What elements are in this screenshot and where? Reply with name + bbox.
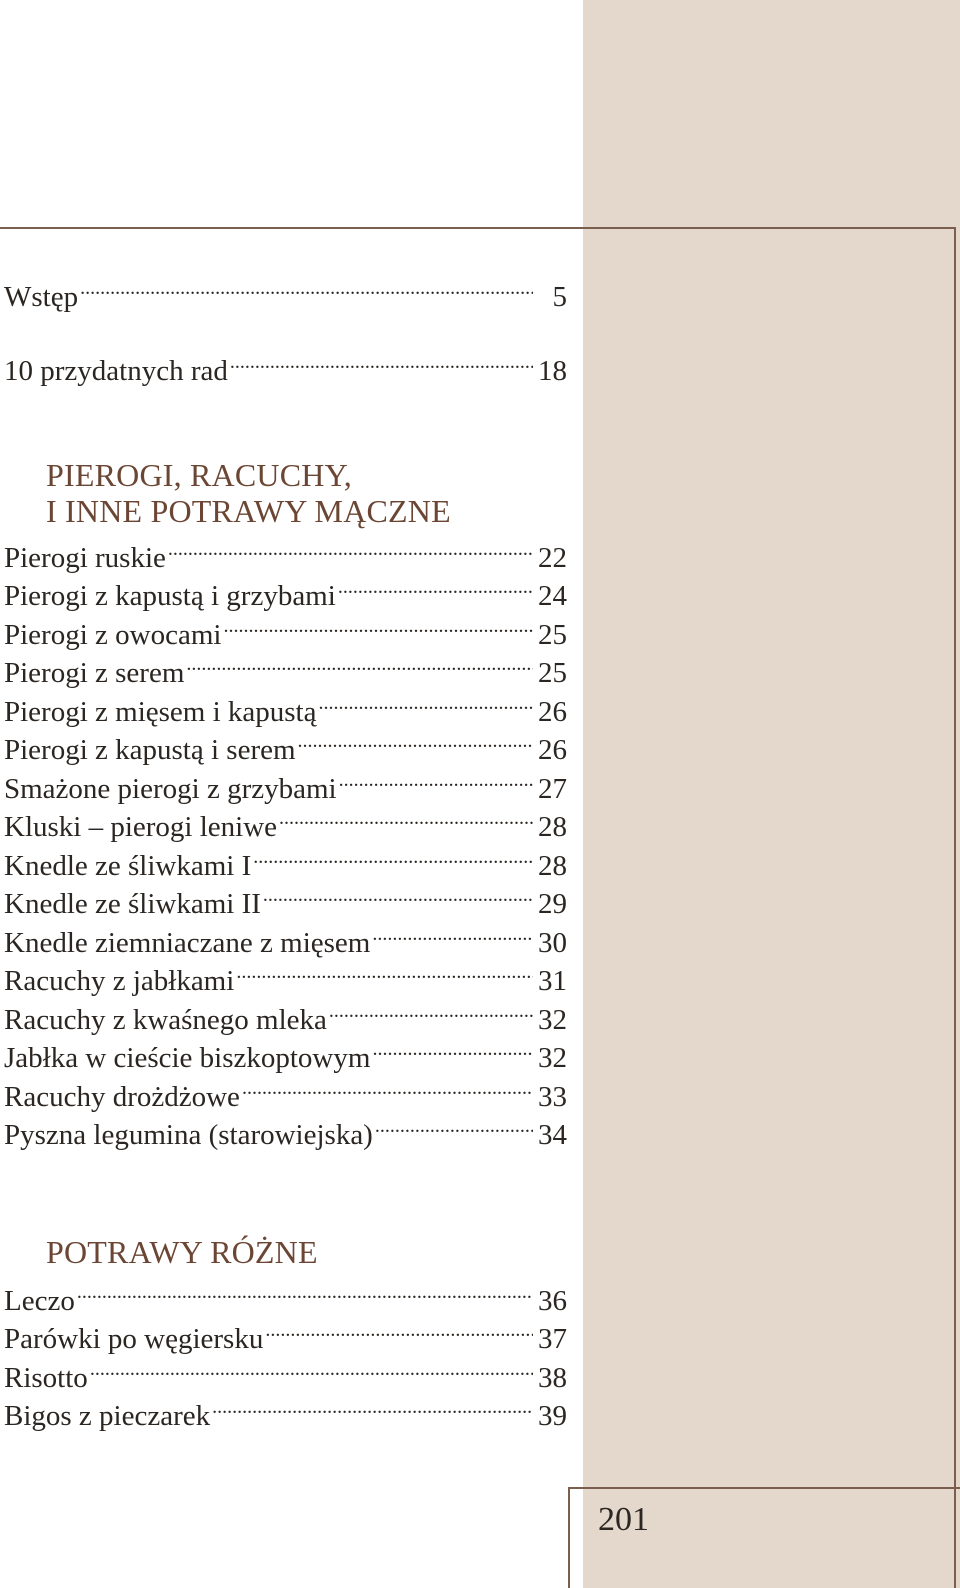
toc-entry-leader (212, 1389, 533, 1425)
toc-entry[interactable] (4, 916, 567, 959)
toc-entry-intro-0[interactable] (4, 270, 567, 313)
toc-entry[interactable] (4, 1031, 567, 1074)
toc-entry[interactable] (4, 800, 567, 843)
toc-entry-leader (77, 1274, 533, 1310)
toc-entry-leader (298, 723, 533, 759)
toc-entry[interactable] (4, 569, 567, 612)
toc-entry-page: 38 (538, 1362, 567, 1394)
toc-entry-title: Pierogi z serem (4, 657, 185, 689)
toc-entry[interactable] (4, 954, 567, 997)
toc-entry-page: 34 (538, 1119, 567, 1151)
toc-entry-page: 28 (538, 850, 567, 882)
toc-entry[interactable] (4, 839, 567, 882)
toc-entry[interactable] (4, 646, 567, 689)
toc-entry[interactable] (4, 608, 567, 651)
toc-entry-leader (186, 646, 533, 682)
toc-entry-title: Pierogi z kapustą i grzybami (4, 580, 336, 612)
toc-entry-title: Bigos z pieczarek (4, 1400, 211, 1432)
toc-entry[interactable] (4, 1274, 567, 1317)
toc-entry-leader (230, 344, 533, 380)
toc-entry-title: Knedle ze śliwkami I (4, 850, 252, 882)
toc-entry-title: Pyszna legumina (starowiejska) (4, 1119, 373, 1151)
toc-entry-title: Knedle ze śliwkami II (4, 888, 261, 920)
toc-entry-intro-1[interactable] (4, 344, 567, 387)
toc-entry[interactable] (4, 685, 567, 728)
toc-entry-page: 32 (538, 1042, 567, 1074)
toc-entry-title: Racuchy z jabłkami (4, 965, 235, 997)
toc-entry-title: Pierogi z mięsem i kapustą (4, 696, 317, 728)
toc-entry-title: Knedle ziemniaczane z mięsem (4, 927, 371, 959)
section-heading-line: I INNE POTRAWY MĄCZNE (46, 493, 451, 529)
toc-entry-page: 26 (538, 696, 567, 728)
toc-entry-page: 24 (538, 580, 567, 612)
toc-entry-leader (242, 1070, 533, 1106)
toc-entry-title: Jabłka w cieście biszkoptowym (4, 1042, 371, 1074)
frame-top-rule (0, 227, 956, 229)
toc-entry-page: 37 (538, 1323, 567, 1355)
toc-entry-leader (253, 839, 533, 875)
toc-entry-page: 39 (538, 1400, 567, 1432)
toc-entry-page: 25 (538, 619, 567, 651)
toc-entry[interactable] (4, 993, 567, 1036)
toc-entry-page: 27 (538, 773, 567, 805)
toc-entry-title: Pierogi z kapustą i serem (4, 734, 296, 766)
toc-entry-leader (329, 993, 533, 1029)
toc-entry-page: 31 (538, 965, 567, 997)
toc-entry-page: 32 (538, 1004, 567, 1036)
toc-entry-page: 36 (538, 1285, 567, 1317)
toc-entry[interactable] (4, 762, 567, 805)
toc-entry-page: 33 (538, 1081, 567, 1113)
frame-right-rule (954, 227, 956, 1588)
toc-entry-title: Risotto (4, 1362, 88, 1394)
section-heading-line: POTRAWY RÓŻNE (46, 1234, 318, 1270)
toc-entry[interactable] (4, 877, 567, 920)
toc-entry-leader (168, 531, 533, 567)
toc-entry[interactable] (4, 1108, 567, 1151)
toc-entry-page: 5 (552, 281, 567, 313)
toc-entry-leader (265, 1312, 533, 1348)
toc-entry-leader (279, 800, 533, 836)
toc-entry-leader (319, 685, 534, 721)
section-heading-line: PIEROGI, RACUCHY, (46, 457, 352, 493)
toc-entry-leader (372, 916, 533, 952)
toc-entry-leader (90, 1351, 533, 1387)
toc-entry-title: 10 przydatnych rad (4, 355, 228, 387)
toc-entry-page: 28 (538, 811, 567, 843)
toc-entry-title: Leczo (4, 1285, 75, 1317)
toc-entry-title: Wstęp (4, 281, 79, 313)
toc-entry-leader (375, 1108, 533, 1144)
side-band (583, 0, 960, 1588)
toc-entry-leader (339, 762, 533, 798)
page-number: 201 (598, 1501, 649, 1538)
toc-entry-title: Pierogi ruskie (4, 542, 166, 574)
toc-entry-title: Kluski – pierogi leniwe (4, 811, 278, 843)
toc-entry-title: Pierogi z owocami (4, 619, 222, 651)
toc-entry-title: Racuchy drożdżowe (4, 1081, 240, 1113)
toc-entry-leader (372, 1031, 533, 1067)
toc-entry[interactable] (4, 1351, 567, 1394)
toc-entry[interactable] (4, 1389, 567, 1432)
toc-entry-page: 30 (538, 927, 567, 959)
toc-entry[interactable] (4, 531, 567, 574)
toc-entry-page: 29 (538, 888, 567, 920)
toc-entry-page: 26 (538, 734, 567, 766)
toc-entry[interactable] (4, 1312, 567, 1355)
toc-entry-title: Parówki po węgiersku (4, 1323, 264, 1355)
toc-entry-leader (223, 608, 533, 644)
toc-entry-page: 25 (538, 657, 567, 689)
toc-entry-leader (236, 954, 533, 990)
toc-entry-page: 18 (538, 355, 567, 387)
toc-entry-title: Smażone pierogi z grzybami (4, 773, 337, 805)
toc-entry[interactable] (4, 723, 567, 766)
toc-entry-leader (263, 877, 533, 913)
toc-entry-page: 22 (538, 542, 567, 574)
toc-entry-leader (80, 270, 533, 306)
toc-entry[interactable] (4, 1070, 567, 1113)
toc-entry-title: Racuchy z kwaśnego mleka (4, 1004, 327, 1036)
toc-entry-leader (338, 569, 533, 605)
